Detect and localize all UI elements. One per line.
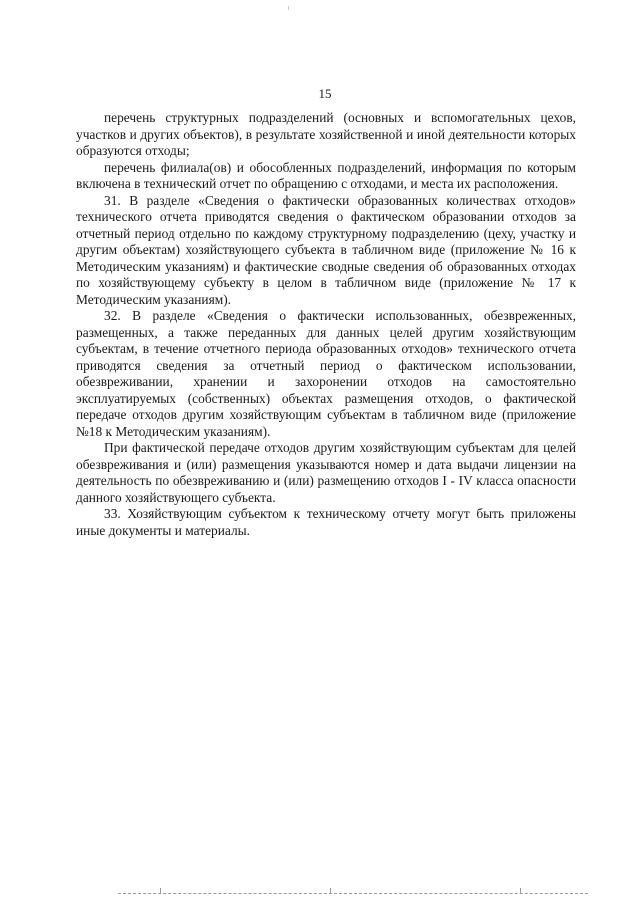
- page-number: 15: [318, 86, 332, 101]
- paragraph-section-33: 33. Хозяйствующим субъектом к техническому отчету могут быть приложены иные документы и материалы.: [76, 506, 576, 538]
- paragraph-branches: перечень филиала(ов) и обособленных подразделений, информация по которым включена в технический отчет по обращению с отходами, и места их расположения.: [76, 159, 576, 191]
- scan-mark: [288, 6, 289, 10]
- paragraph-section-32: 32. В разделе «Сведения о фактически использованных, обезвреженных, размещенных, а также переданных для данных целей другим хозяйствующим субъектам, в течение отчетного периода образованных отходов» технического отчета приводятся сведения за отчетный период о фактическом использовании, обезвреживании, хранении и захоронении отходов на самостоятельно эксплуатируемых (собственных) объектах размещения отходов, о фактической передаче отходов другим хозяйствующим субъектам в табличном виде (приложение №18 к Методическим указаниям).: [76, 308, 576, 439]
- scan-footer-line: [118, 893, 588, 894]
- scan-footer-tick: [160, 888, 161, 894]
- scan-footer-tick: [330, 888, 331, 894]
- scan-footer-tick: [520, 888, 521, 894]
- document-body: [76, 110, 576, 539]
- paragraph-license-info: При фактической передаче отходов другим хозяйствующим субъектам для целей обезвреживания и (или) размещения указываются номер и дата выдачи лицензии на деятельность по обезвреживанию и (или) размещению отходов I - IV класса опасности данного хозяйствующего субъекта.: [76, 440, 576, 505]
- paragraph-structural-units: перечень структурных подразделений (основных и вспомогательных цехов, участков и других объектов), в результате хозяйственной и иной деятельности которых образуются отходы;: [76, 110, 576, 158]
- paragraph-section-31: 31. В разделе «Сведения о фактически образованных количествах отходов» технического отчета приводятся сведения о фактическом образовании отходов за отчетный период отдельно по каждому структурному подразделению (цеху, участку и другим объектам) хозяйствующего субъекта в табличном виде (приложение № 16 к Методическим указаниям) и фактические сводные сведения об образованных отходах по хозяйствующему субъекту в целом в табличном виде (приложение № 17 к Методическим указаниям).: [76, 192, 576, 307]
